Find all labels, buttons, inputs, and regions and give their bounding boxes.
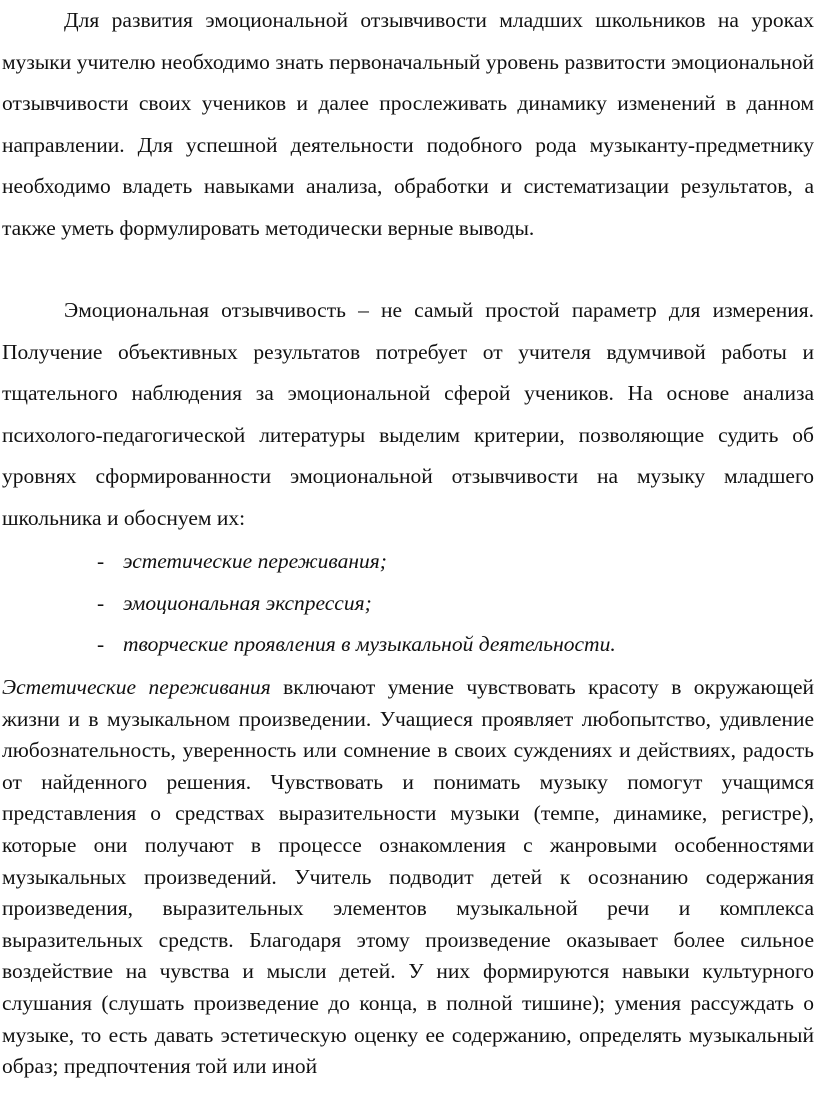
list-item xyxy=(0,541,816,583)
list-bullet: - xyxy=(97,632,105,656)
list-item xyxy=(0,583,816,625)
paragraph-criteria-intro: Эмоциональная отзывчивость – не самый простой параметр для измерения. Получение объективных результатов потребует от учителя вдумчивой работы и тщательного наблюдения за эмоциональной сферой учеников. На основе анализа психолого-педагогической литературы выделим критерии, позволяющие судить об уровнях сформированности эмоциональной отзывчивости на музыку младшего школьника и обоснуем их: xyxy=(2,298,814,530)
list-item-text: эстетические переживания; xyxy=(123,549,387,573)
list-item-text: творческие проявления в музыкальной деятельности. xyxy=(123,632,616,656)
paragraph-intro: Для развития эмоциональной отзывчивости младших школьников на уроках музыки учителю необходимо знать первоначальный уровень развитости эмоциональной отзывчивости своих учеников и далее прослеживать динамику изменений в данном направлении. Для успешной деятельности подобного рода музыканту-предметнику необходимо владеть навыками анализа, обработки и систематизации результатов, а также уметь формулировать методически верные выводы. xyxy=(2,8,814,240)
criteria-list xyxy=(0,541,816,666)
list-item xyxy=(0,624,816,666)
paragraph-aesthetic-experiences xyxy=(0,672,816,1083)
list-bullet: - xyxy=(97,590,105,615)
paragraph-body: включают умение чувствовать красоту в окружающей жизни и в музыкальном произведении. Учащиеся проявляет любопытство, удивление любознательность, уверенность или сомнение в своих суждениях и действиях, радость от найденного решения. Чувствовать и понимать музыку помогут учащимся представления о средствах выразительности музыки (темпе, динамике, регистре), которые они получают в процессе ознакомления с жанровыми особенностями музыкальных произведений. Учитель подводит детей к осознанию содержания произведения, выразительных элементов музыкальной речи и комплекса выразительных средств. Благодаря этому произведение оказывает более сильное воздействие на чувства и мысли детей. У них формируются навыки культурного слушания (слушать произведение до конца, в полной тишине); умения рассуждать о музыке, то есть давать эстетическую оценку ее содержанию, определять музыкальный образ; предпочтения той или иной xyxy=(2,675,814,1079)
list-item-text: эмоциональная экспрессия; xyxy=(123,590,372,615)
list-bullet: - xyxy=(97,549,105,573)
term-italic: Эстетические переживания xyxy=(2,675,271,699)
